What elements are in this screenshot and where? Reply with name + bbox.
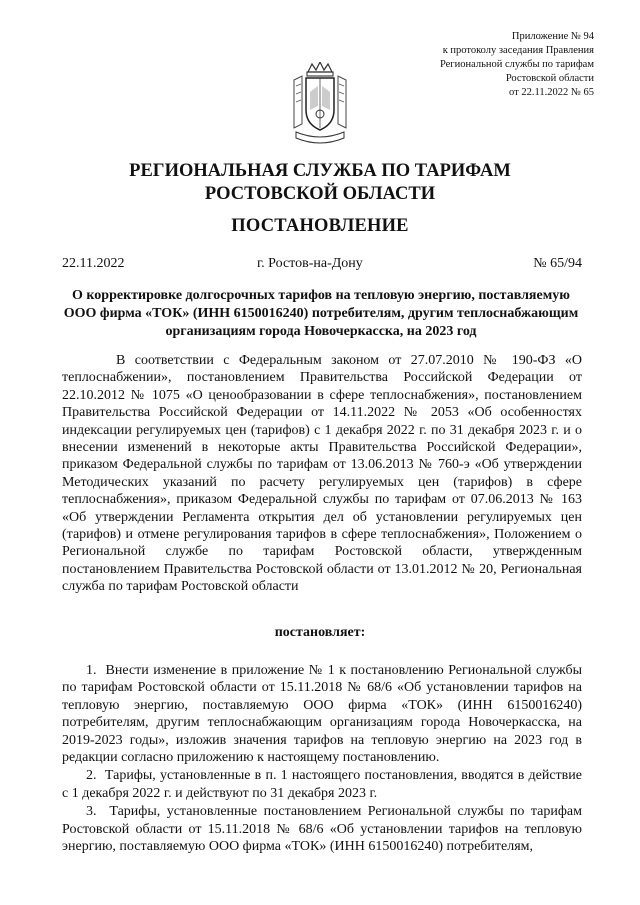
resolution-item: 1. Внести изменение в приложение № 1 к постановлению Региональной службы по тарифам Ростовской области от 15.11.2018 № 68/6 «Об установлении тарифов на тепловую энергию, поставляемую ООО фирма «ТОК» (ИНН 6150016240) потребителям, другим теплоснабжающим организациям города Новочеркасска, на 2019-2023 годы», изложив значения тарифов на тепловую энергию на 2023 год в редакции согласно приложению к настоящему постановлению. xyxy=(62,663,582,766)
organization-name xyxy=(0,160,640,206)
appendix-line: Региональной службы по тарифам xyxy=(439,59,594,70)
coat-of-arms-icon xyxy=(288,62,352,148)
document-city: г. Ростов-на-Дону xyxy=(257,256,363,271)
document-type: ПОСТАНОВЛЕНИЕ xyxy=(231,216,409,236)
org-line-2: РОСТОВСКОЙ ОБЛАСТИ xyxy=(204,184,436,204)
document-number: № 65/94 xyxy=(533,256,582,271)
org-line-1: РЕГИОНАЛЬНАЯ СЛУЖБА ПО ТАРИФАМ xyxy=(129,161,511,181)
document-title: О корректировке долгосрочных тарифов на тепловую энергию, поставляемую ООО фирма «ТОК» (ИНН 6150016240) потребителям, другим теплоснабжающим организациям города Новочеркасска, на 2023 год xyxy=(63,288,579,339)
decree-heading: постановляет: xyxy=(274,625,366,640)
appendix-line: к протоколу заседания Правления xyxy=(442,45,594,56)
document-date: 22.11.2022 xyxy=(62,256,125,271)
resolution-item: 2. Тарифы, установленные в п. 1 настоящего постановления, вводятся в действие с 1 декабря 2022 г. и действуют по 31 декабря 2023 г. xyxy=(62,768,582,801)
document-meta xyxy=(62,256,582,276)
resolution-item: 3. Тарифы, установленные постановлением Региональной службы по тарифам Ростовской области от 15.11.2018 № 68/6 «Об установлении тарифов на тепловую энергию, поставляемую ООО фирма «ТОК» (ИНН 6150016240) потребителям, xyxy=(62,804,582,855)
preamble-text: В соответствии с Федеральным законом от 27.07.2010 № 190-ФЗ «О теплоснабжении», постановлением Правительства Российской Федерации от 22.10.2012 № 1075 «О ценообразовании в сфере теплоснабжения», постановлением Правительства Российской Федерации от 14.11.2022 № 2053 «Об особенностях индексации регулируемых цен (тарифов) с 1 декабря 2022 г. по 31 декабря 2023 г. и о внесении изменений в некоторые акты Правительства Российской Федерации», приказом Федеральной службы по тарифам от 13.06.2013 № 760-э «Об утверждении Методических указаний по расчету регулируемых цен (тарифов) в сфере теплоснабжения», приказом Федеральной службы по тарифам от 07.06.2013 № 163 «Об утверждении Регламента открытия дел об установлении регулируемых цен (тарифов) и отмене регулирования тарифов в сфере теплоснабжения», Положением о Региональной службе по тарифам Ростовской области, утвержденным постановлением Правительства Ростовской области от 13.01.2012 № 20, Региональная служба по тарифам Ростовской области xyxy=(62,353,582,595)
preamble-paragraph xyxy=(62,352,582,596)
appendix-note xyxy=(334,30,594,100)
appendix-line: Ростовской области xyxy=(505,73,594,84)
appendix-line: от 22.11.2022 № 65 xyxy=(509,87,594,98)
resolution-items xyxy=(62,662,582,856)
appendix-line: Приложение № 94 xyxy=(511,31,594,42)
